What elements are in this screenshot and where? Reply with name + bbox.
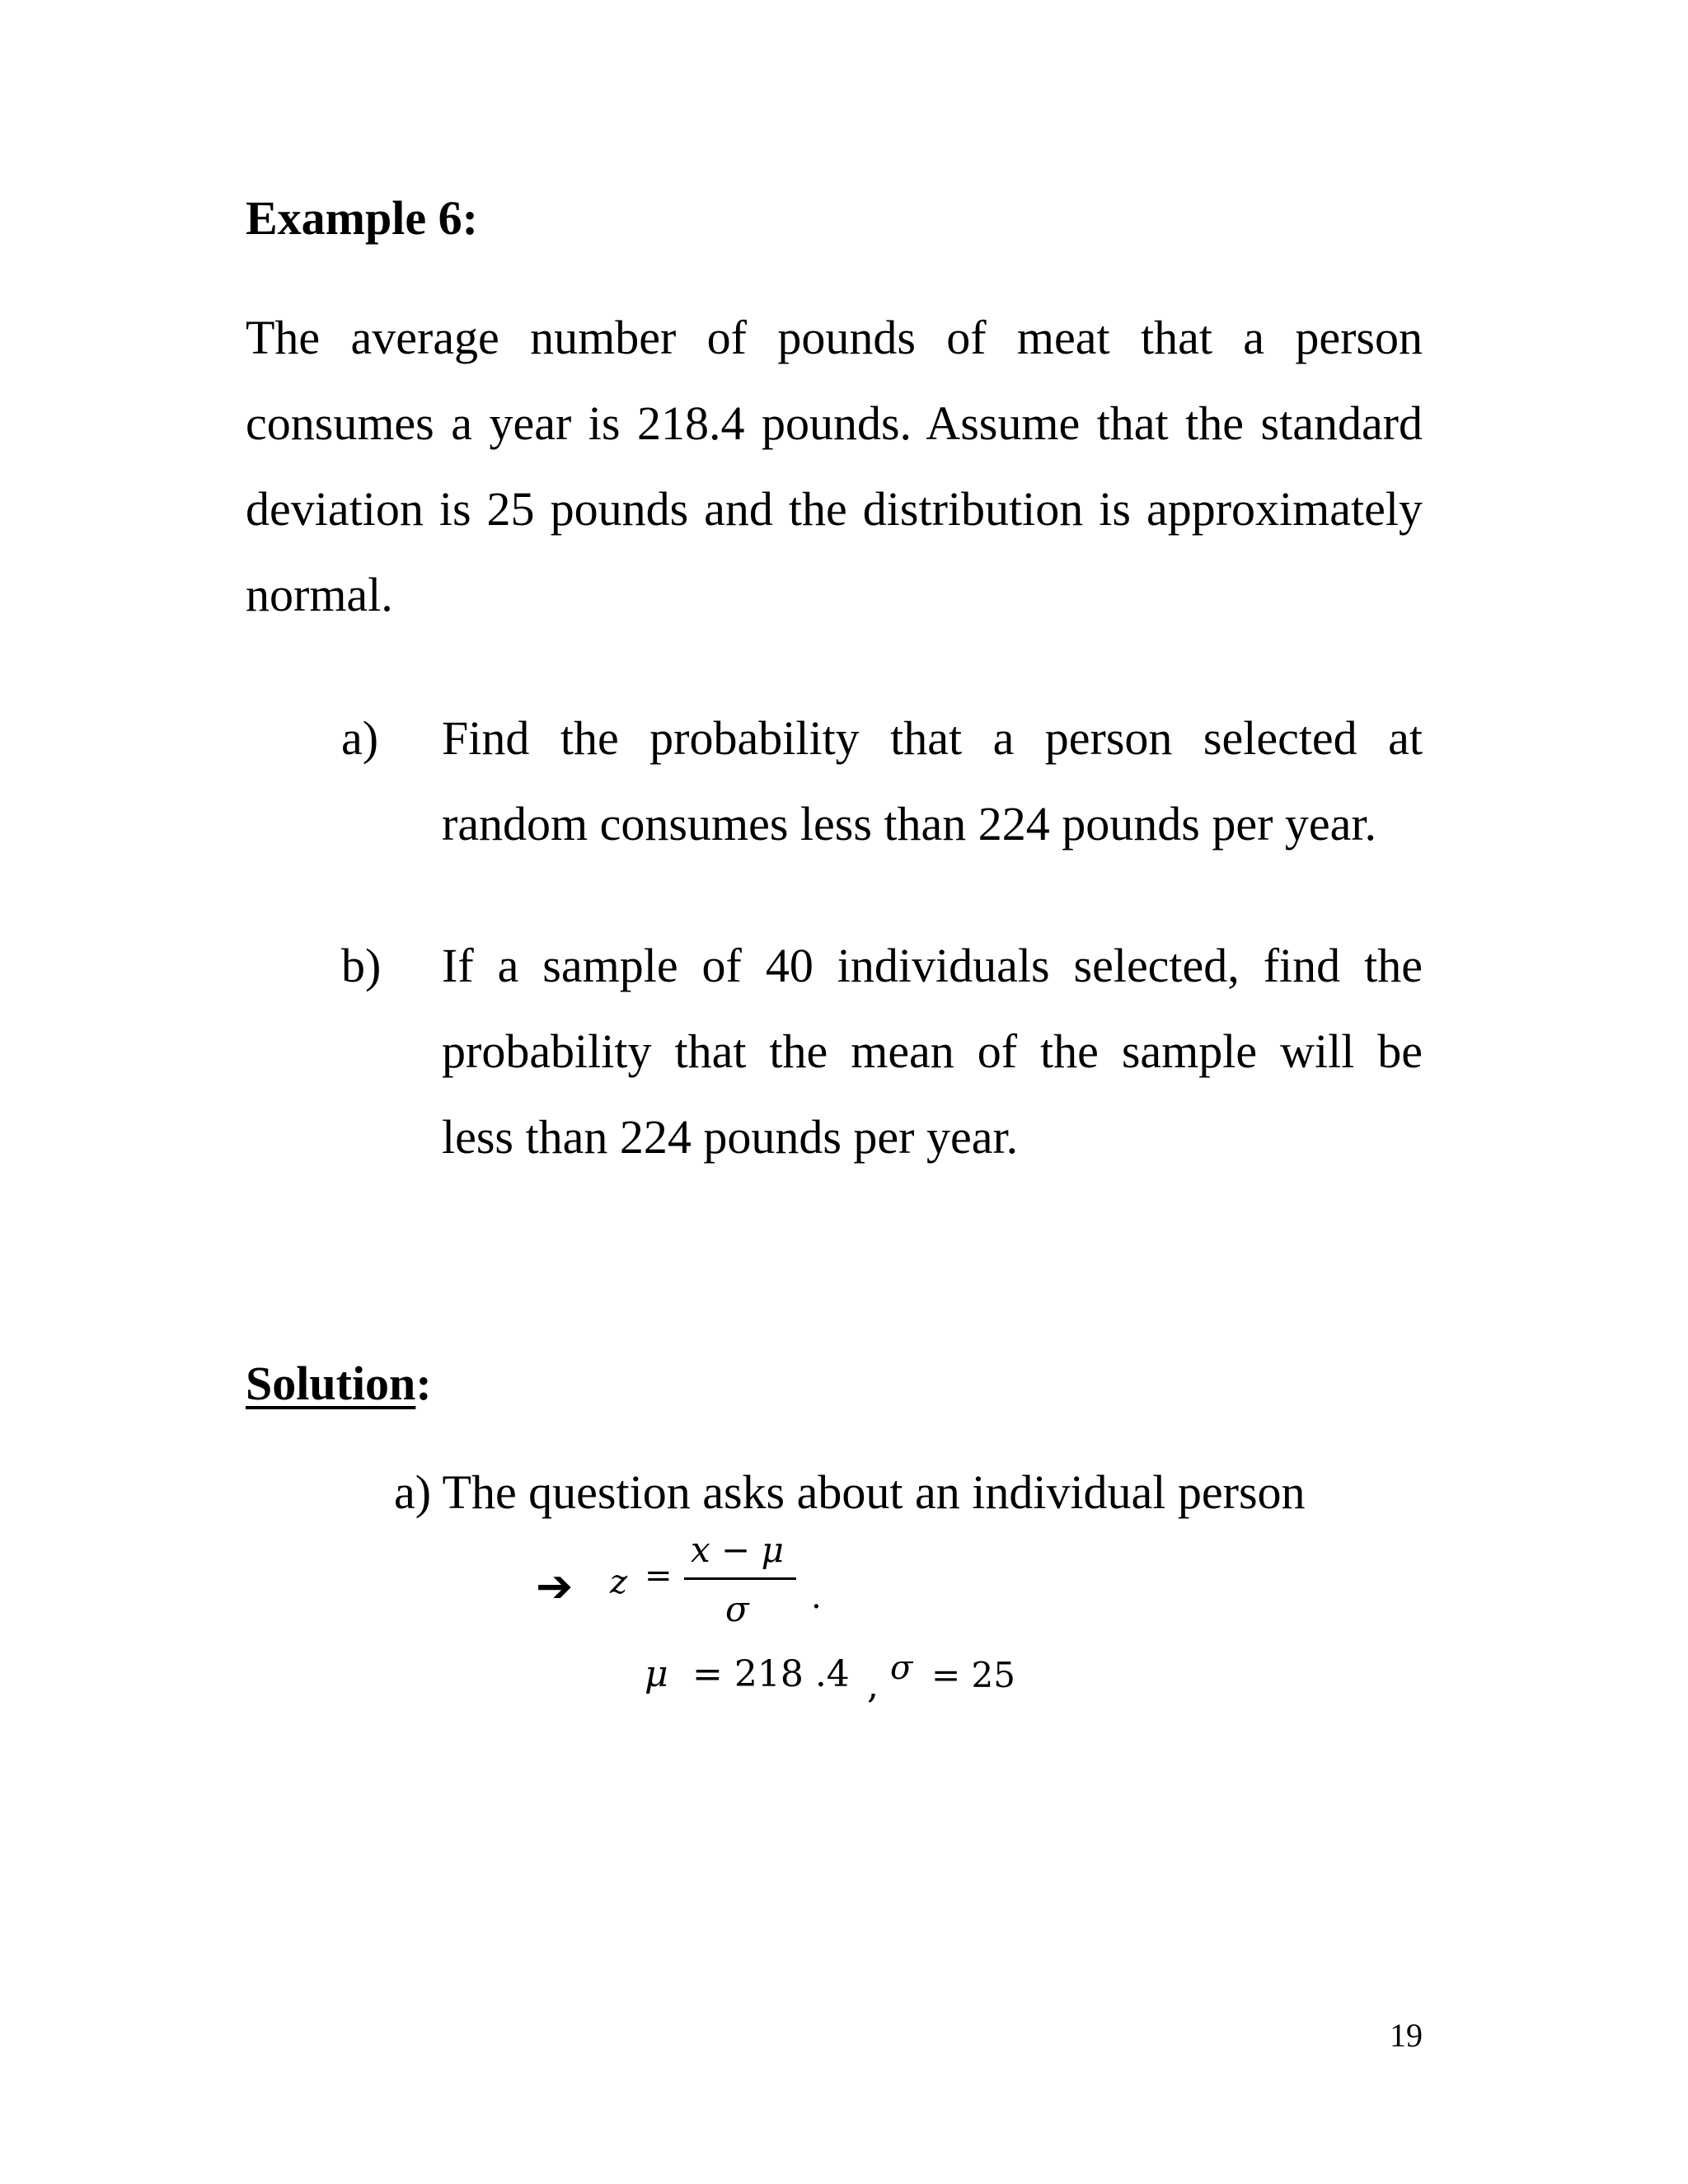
part-b-marker: b) <box>341 939 382 992</box>
param-sigma-symbol: σ <box>890 1649 913 1687</box>
example-heading: Example 6: <box>246 191 478 245</box>
problem-line-3: deviation is 25 pounds and the distribution is approximately <box>246 482 1423 536</box>
formula-equals: = <box>645 1557 673 1595</box>
right-arrow-icon: ➔ <box>536 1560 574 1612</box>
formula-numerator: x − μ <box>691 1530 784 1570</box>
fraction-bar <box>684 1577 796 1580</box>
part-b-line-2: probability that the mean of the sample will be <box>442 1024 1423 1078</box>
part-b-line-3: less than 224 pounds per year. <box>442 1110 1019 1164</box>
part-a-line-1: Find the probability that a person selected at <box>442 711 1423 765</box>
part-a-line-2: random consumes less than 224 pounds per year. <box>442 797 1377 851</box>
formula-end-dot: . <box>811 1578 822 1616</box>
part-a-marker: a) <box>341 711 379 765</box>
page-number: 19 <box>1390 2017 1423 2054</box>
param-comma: , <box>867 1665 879 1707</box>
formula-denominator: σ <box>725 1589 749 1629</box>
solution-part-a-text: a) The question asks about an individual person <box>394 1465 1306 1519</box>
part-b-line-1: If a sample of 40 individuals selected, find the <box>442 939 1423 992</box>
problem-line-1: The average number of pounds of meat that a person <box>246 311 1423 364</box>
solution-heading <box>246 1357 432 1410</box>
problem-line-4: normal. <box>246 568 393 621</box>
param-mu-value: = 218 .4 <box>692 1653 850 1695</box>
problem-line-2: consumes a year is 218.4 pounds. Assume that the standard <box>246 396 1423 450</box>
solution-colon: : <box>415 1357 432 1410</box>
formula-z: z <box>610 1563 628 1601</box>
solution-label: Solution <box>246 1357 416 1410</box>
param-sigma-value: = 25 <box>931 1655 1015 1695</box>
param-mu-symbol: μ <box>645 1653 668 1695</box>
